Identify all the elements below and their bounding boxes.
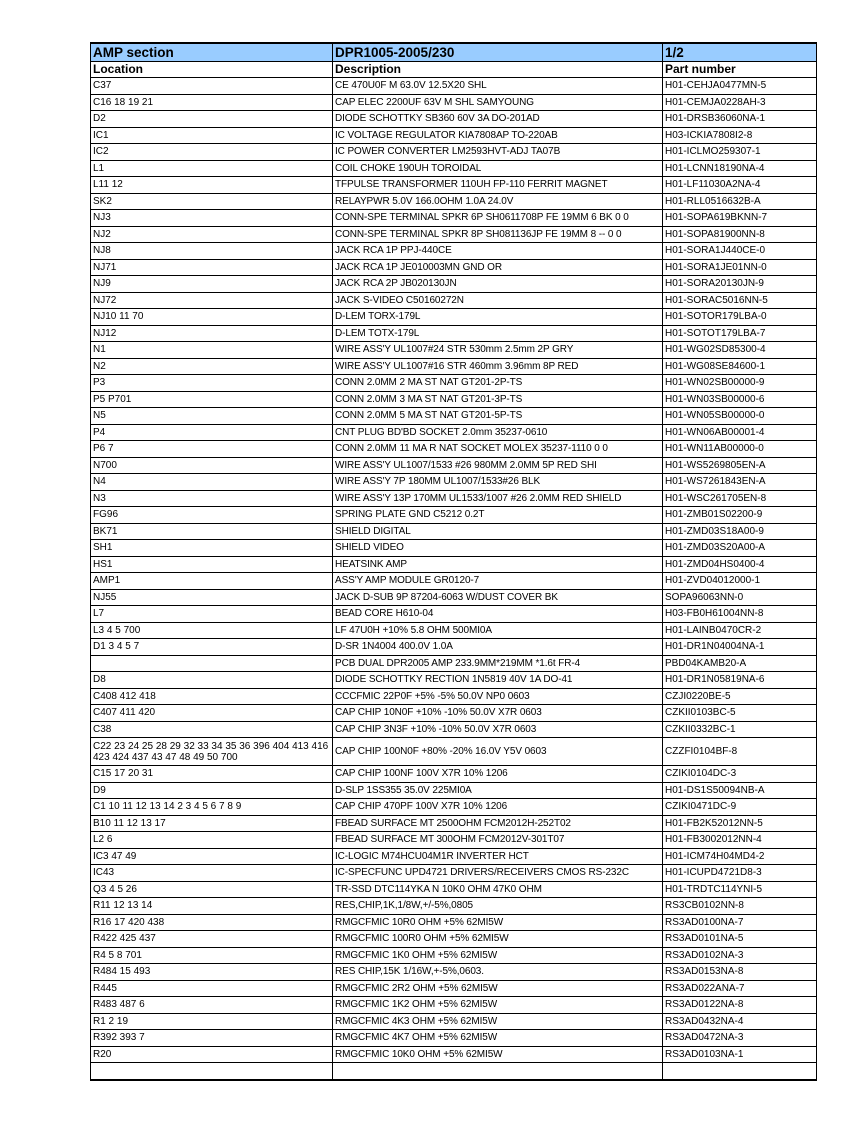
cell-part-number: H01-RLL0516632B-A	[663, 193, 817, 210]
cell-description: HEATSINK AMP	[333, 556, 663, 573]
cell-description: WIRE ASS'Y UL1007/1533 #26 980MM 2.0MM 5P RED SHI	[333, 457, 663, 474]
table-row	[91, 243, 817, 260]
cell-location: R483 487 6	[91, 997, 333, 1014]
table-row	[91, 540, 817, 557]
table-row	[91, 523, 817, 540]
cell-description: PCB DUAL DPR2005 AMP 233.9MM*219MM *1.6t FR-4	[333, 655, 663, 672]
cell-part-number: H01-CEHJA0477MN-5	[663, 78, 817, 95]
cell-description: RMGCFMIC 4K7 OHM +5% 62MI5W	[333, 1030, 663, 1047]
cell-location: N4	[91, 474, 333, 491]
empty-cell	[91, 1063, 333, 1081]
cell-description: CAP CHIP 3N3F +10% -10% 50.0V X7R 0603	[333, 721, 663, 738]
cell-part-number: H01-TRDTC114YNI-5	[663, 881, 817, 898]
cell-location: N5	[91, 408, 333, 425]
cell-location: IC3 47 49	[91, 848, 333, 865]
table-row	[91, 127, 817, 144]
cell-location: NJ8	[91, 243, 333, 260]
table-row	[91, 160, 817, 177]
table-row	[91, 424, 817, 441]
cell-part-number: H01-CEMJA0228AH-3	[663, 94, 817, 111]
cell-description: RMGCFMIC 100R0 OHM +5% 62MI5W	[333, 931, 663, 948]
table-row	[91, 210, 817, 227]
table-row	[91, 815, 817, 832]
cell-part-number: H01-LF11030A2NA-4	[663, 177, 817, 194]
table-row	[91, 997, 817, 1014]
cell-part-number: RS3AD0100NA-7	[663, 914, 817, 931]
cell-part-number: H01-ZMD03S18A00-9	[663, 523, 817, 540]
table-row	[91, 721, 817, 738]
parts-list-body	[91, 43, 817, 1080]
cell-description: RMGCFMIC 10R0 OHM +5% 62MI5W	[333, 914, 663, 931]
table-row	[91, 309, 817, 326]
cell-description: DIODE SCHOTTKY SB360 60V 3A DO-201AD	[333, 111, 663, 128]
cell-description: RMGCFMIC 4K3 OHM +5% 62MI5W	[333, 1013, 663, 1030]
cell-part-number: H01-SORA1J440CE-0	[663, 243, 817, 260]
cell-description: JACK S-VIDEO C50160272N	[333, 292, 663, 309]
table-row	[91, 738, 817, 766]
table-row	[91, 881, 817, 898]
cell-description: WIRE ASS'Y UL1007#16 STR 460mm 3.96mm 8P RED	[333, 358, 663, 375]
cell-description: FBEAD SURFACE MT 2500OHM FCM2012H-252T02	[333, 815, 663, 832]
cell-description: CAP CHIP 470PF 100V X7R 10% 1206	[333, 799, 663, 816]
cell-description: BEAD CORE H610-04	[333, 606, 663, 623]
cell-location: L7	[91, 606, 333, 623]
cell-description: D-LEM TORX-179L	[333, 309, 663, 326]
cell-location: NJ12	[91, 325, 333, 342]
cell-part-number: RS3AD0153NA-8	[663, 964, 817, 981]
table-row	[91, 1013, 817, 1030]
cell-part-number: RS3AD0103NA-1	[663, 1046, 817, 1063]
cell-part-number: H01-WN03SB00000-6	[663, 391, 817, 408]
cell-location: C37	[91, 78, 333, 95]
cell-part-number: CZIKI0471DC-9	[663, 799, 817, 816]
cell-location: NJ2	[91, 226, 333, 243]
table-row	[91, 672, 817, 689]
cell-location: FG96	[91, 507, 333, 524]
cell-part-number: H01-WSC261705EN-8	[663, 490, 817, 507]
cell-description: WIRE ASS'Y 13P 170MM UL1533/1007 #26 2.0MM RED SHIELD	[333, 490, 663, 507]
cell-part-number: PBD04KAMB20-A	[663, 655, 817, 672]
cell-location: R16 17 420 438	[91, 914, 333, 931]
cell-location: D8	[91, 672, 333, 689]
cell-description: SHIELD DIGITAL	[333, 523, 663, 540]
table-row	[91, 474, 817, 491]
section-header-row	[91, 43, 817, 62]
cell-location: NJ10 11 70	[91, 309, 333, 326]
cell-description: DIODE SCHOTTKY RECTION 1N5819 40V 1A DO-41	[333, 672, 663, 689]
empty-cell	[333, 1063, 663, 1081]
table-row	[91, 865, 817, 882]
cell-description: CONN 2.0MM 5 MA ST NAT GT201-5P-TS	[333, 408, 663, 425]
cell-part-number: H01-DR1N05819NA-6	[663, 672, 817, 689]
table-row	[91, 507, 817, 524]
table-row	[91, 947, 817, 964]
cell-location: NJ55	[91, 589, 333, 606]
cell-description: IC VOLTAGE REGULATOR KIA7808AP TO-220AB	[333, 127, 663, 144]
cell-description: CONN-SPE TERMINAL SPKR 6P SH0611708P FE 19MM 6 BK 0 0	[333, 210, 663, 227]
cell-description: JACK D-SUB 9P 87204-6063 W/DUST COVER BK	[333, 589, 663, 606]
cell-location: R11 12 13 14	[91, 898, 333, 915]
cell-description: IC-SPECFUNC UPD4721 DRIVERS/RECEIVERS CMOS RS-232C	[333, 865, 663, 882]
table-row	[91, 375, 817, 392]
cell-part-number: H01-WN06AB00001-4	[663, 424, 817, 441]
page-indicator: 1/2	[663, 43, 817, 62]
table-row	[91, 766, 817, 783]
cell-description: D-LEM TOTX-179L	[333, 325, 663, 342]
cell-part-number: H01-SOTOR179LBA-0	[663, 309, 817, 326]
cell-part-number: H01-SORAC5016NN-5	[663, 292, 817, 309]
cell-part-number: CZKII0103BC-5	[663, 705, 817, 722]
cell-part-number: H01-ICM74H04MD4-2	[663, 848, 817, 865]
cell-description: D-SR 1N4004 400.0V 1.0A	[333, 639, 663, 656]
table-row	[91, 358, 817, 375]
cell-part-number: H01-SOPA619BKNN-7	[663, 210, 817, 227]
cell-part-number: H01-SOTOT179LBA-7	[663, 325, 817, 342]
table-row	[91, 193, 817, 210]
table-row	[91, 94, 817, 111]
table-row	[91, 276, 817, 293]
cell-location: Q3 4 5 26	[91, 881, 333, 898]
table-row	[91, 391, 817, 408]
cell-location: AMP1	[91, 573, 333, 590]
cell-part-number: H01-FB2K52012NN-5	[663, 815, 817, 832]
cell-part-number: H01-DRSB36060NA-1	[663, 111, 817, 128]
cell-part-number: H01-ICLMO259307-1	[663, 144, 817, 161]
cell-location: SH1	[91, 540, 333, 557]
table-row	[91, 832, 817, 849]
cell-part-number: H01-ZVD04012000-1	[663, 573, 817, 590]
cell-location: HS1	[91, 556, 333, 573]
table-row	[91, 606, 817, 623]
cell-part-number: H01-SORA1JE01NN-0	[663, 259, 817, 276]
cell-location: R4 5 8 701	[91, 947, 333, 964]
column-header-part-number: Part number	[663, 62, 817, 78]
cell-part-number: RS3AD0432NA-4	[663, 1013, 817, 1030]
cell-location: IC1	[91, 127, 333, 144]
table-row	[91, 259, 817, 276]
table-row	[91, 111, 817, 128]
table-row	[91, 964, 817, 981]
cell-location: N3	[91, 490, 333, 507]
cell-description: CAP CHIP 100NF 100V X7R 10% 1206	[333, 766, 663, 783]
cell-part-number: H01-ICUPD4721D8-3	[663, 865, 817, 882]
table-row	[91, 639, 817, 656]
cell-description: WIRE ASS'Y UL1007#24 STR 530mm 2.5mm 2P GRY	[333, 342, 663, 359]
cell-part-number: CZIKI0104DC-3	[663, 766, 817, 783]
cell-description: LF 47U0H +10% 5.8 OHM 500MI0A	[333, 622, 663, 639]
cell-description: CONN-SPE TERMINAL SPKR 8P SH081136JP FE 19MM 8 -- 0 0	[333, 226, 663, 243]
table-row	[91, 144, 817, 161]
table-row	[91, 980, 817, 997]
column-header-location: Location	[91, 62, 333, 78]
cell-location: L11 12	[91, 177, 333, 194]
table-row	[91, 848, 817, 865]
table-row	[91, 1046, 817, 1063]
table-row	[91, 705, 817, 722]
cell-description: CAP ELEC 2200UF 63V M SHL SAMYOUNG	[333, 94, 663, 111]
table-row	[91, 292, 817, 309]
table-row	[91, 655, 817, 672]
cell-description: CONN 2.0MM 11 MA R NAT SOCKET MOLEX 35237-1110 0 0	[333, 441, 663, 458]
cell-part-number: H01-SOPA81900NN-8	[663, 226, 817, 243]
cell-description: ASS'Y AMP MODULE GR0120-7	[333, 573, 663, 590]
table-row	[91, 898, 817, 915]
cell-description: RMGCFMIC 1K0 OHM +5% 62MI5W	[333, 947, 663, 964]
table-row	[91, 490, 817, 507]
table-row	[91, 556, 817, 573]
cell-part-number: SOPA96063NN-0	[663, 589, 817, 606]
cell-location: P4	[91, 424, 333, 441]
cell-description: RES CHIP,15K 1/16W,+-5%,0603.	[333, 964, 663, 981]
cell-location: C1 10 11 12 13 14 2 3 4 5 6 7 8 9	[91, 799, 333, 816]
cell-part-number: RS3CB0102NN-8	[663, 898, 817, 915]
cell-description: IC-LOGIC M74HCU04M1R INVERTER HCT	[333, 848, 663, 865]
table-row	[91, 441, 817, 458]
cell-description: CNT PLUG BD'BD SOCKET 2.0mm 35237-0610	[333, 424, 663, 441]
cell-location: D9	[91, 782, 333, 799]
model-title: DPR1005-2005/230	[333, 43, 663, 62]
cell-description: CE 470U0F M 63.0V 12.5X20 SHL	[333, 78, 663, 95]
cell-location: C15 17 20 31	[91, 766, 333, 783]
table-row	[91, 573, 817, 590]
cell-part-number: H01-ZMB01S02200-9	[663, 507, 817, 524]
cell-description: RMGCFMIC 10K0 OHM +5% 62MI5W	[333, 1046, 663, 1063]
cell-location: N2	[91, 358, 333, 375]
cell-part-number: CZKII0332BC-1	[663, 721, 817, 738]
cell-part-number: H01-WN11AB00000-0	[663, 441, 817, 458]
cell-description: COIL CHOKE 190UH TOROIDAL	[333, 160, 663, 177]
cell-description: IC POWER CONVERTER LM2593HVT-ADJ TA07B	[333, 144, 663, 161]
cell-location: B10 11 12 13 17	[91, 815, 333, 832]
cell-description: D-SLP 1SS355 35.0V 225MI0A	[333, 782, 663, 799]
cell-location: IC43	[91, 865, 333, 882]
cell-description: RMGCFMIC 2R2 OHM +5% 62MI5W	[333, 980, 663, 997]
cell-description: SHIELD VIDEO	[333, 540, 663, 557]
cell-location: R20	[91, 1046, 333, 1063]
cell-location: N1	[91, 342, 333, 359]
cell-part-number: RS3AD0472NA-3	[663, 1030, 817, 1047]
empty-cell	[663, 1063, 817, 1081]
table-row	[91, 325, 817, 342]
table-row	[91, 78, 817, 95]
cell-description: SPRING PLATE GND C5212 0.2T	[333, 507, 663, 524]
cell-part-number: RS3AD022ANA-7	[663, 980, 817, 997]
cell-description: CAP CHIP 10N0F +10% -10% 50.0V X7R 0603	[333, 705, 663, 722]
cell-description: CAP CHIP 100N0F +80% -20% 16.0V Y5V 0603	[333, 738, 663, 766]
column-header-row	[91, 62, 817, 78]
cell-part-number: H01-SORA20130JN-9	[663, 276, 817, 293]
cell-location: R445	[91, 980, 333, 997]
column-header-description: Description	[333, 62, 663, 78]
cell-location: L2 6	[91, 832, 333, 849]
table-row	[91, 622, 817, 639]
cell-location: NJ9	[91, 276, 333, 293]
cell-location: IC2	[91, 144, 333, 161]
cell-part-number: H03-FB0H61004NN-8	[663, 606, 817, 623]
cell-description: TR-SSD DTC114YKA N 10K0 OHM 47K0 OHM	[333, 881, 663, 898]
cell-part-number: CZZFI0104BF-8	[663, 738, 817, 766]
cell-location: NJ71	[91, 259, 333, 276]
cell-location: C408 412 418	[91, 688, 333, 705]
cell-description: FBEAD SURFACE MT 300OHM FCM2012V-301T07	[333, 832, 663, 849]
table-row	[91, 589, 817, 606]
cell-description: JACK RCA 1P PPJ-440CE	[333, 243, 663, 260]
table-row	[91, 931, 817, 948]
cell-part-number: H03-ICKIA7808I2-8	[663, 127, 817, 144]
cell-description: CCCFMIC 22P0F +5% -5% 50.0V NP0 0603	[333, 688, 663, 705]
table-row	[91, 688, 817, 705]
cell-location: P3	[91, 375, 333, 392]
table-row	[91, 457, 817, 474]
cell-part-number: RS3AD0101NA-5	[663, 931, 817, 948]
cell-location	[91, 655, 333, 672]
cell-part-number: CZJI0220BE-5	[663, 688, 817, 705]
cell-description: RMGCFMIC 1K2 OHM +5% 62MI5W	[333, 997, 663, 1014]
cell-part-number: H01-WS7261843EN-A	[663, 474, 817, 491]
cell-part-number: H01-WS5269805EN-A	[663, 457, 817, 474]
table-row	[91, 226, 817, 243]
cell-description: RELAYPWR 5.0V 166.0OHM 1.0A 24.0V	[333, 193, 663, 210]
cell-location: BK71	[91, 523, 333, 540]
cell-part-number: H01-ZMD03S20A00-A	[663, 540, 817, 557]
cell-part-number: RS3AD0122NA-8	[663, 997, 817, 1014]
cell-location: L3 4 5 700	[91, 622, 333, 639]
cell-part-number: H01-DS1S50094NB-A	[663, 782, 817, 799]
table-row	[91, 782, 817, 799]
cell-location: P5 P701	[91, 391, 333, 408]
cell-location: D1 3 4 5 7	[91, 639, 333, 656]
cell-description: JACK RCA 1P JE010003MN GND OR	[333, 259, 663, 276]
blank-row	[91, 1063, 817, 1081]
cell-location: R392 393 7	[91, 1030, 333, 1047]
cell-part-number: H01-LCNN18190NA-4	[663, 160, 817, 177]
cell-description: TFPULSE TRANSFORMER 110UH FP-110 FERRIT MAGNET	[333, 177, 663, 194]
cell-location: C16 18 19 21	[91, 94, 333, 111]
cell-location: C38	[91, 721, 333, 738]
cell-part-number: H01-WG02SD85300-4	[663, 342, 817, 359]
table-row	[91, 914, 817, 931]
cell-location: C22 23 24 25 28 29 32 33 34 35 36 396 404 413 416 423 424 437 43 47 48 49 50 700	[91, 738, 333, 766]
table-row	[91, 342, 817, 359]
cell-location: N700	[91, 457, 333, 474]
cell-location: L1	[91, 160, 333, 177]
cell-description: WIRE ASS'Y 7P 180MM UL1007/1533#26 BLK	[333, 474, 663, 491]
cell-location: R484 15 493	[91, 964, 333, 981]
cell-part-number: RS3AD0102NA-3	[663, 947, 817, 964]
cell-part-number: H01-LAINB0470CR-2	[663, 622, 817, 639]
cell-description: CONN 2.0MM 3 MA ST NAT GT201-3P-TS	[333, 391, 663, 408]
cell-description: CONN 2.0MM 2 MA ST NAT GT201-2P-TS	[333, 375, 663, 392]
table-row	[91, 408, 817, 425]
table-row	[91, 799, 817, 816]
section-title: AMP section	[91, 43, 333, 62]
cell-location: NJ3	[91, 210, 333, 227]
cell-part-number: H01-DR1N04004NA-1	[663, 639, 817, 656]
cell-part-number: H01-FB3002012NN-4	[663, 832, 817, 849]
cell-part-number: H01-ZMD04HS0400-4	[663, 556, 817, 573]
cell-description: JACK RCA 2P JB020130JN	[333, 276, 663, 293]
cell-location: SK2	[91, 193, 333, 210]
table-row	[91, 177, 817, 194]
cell-location: R1 2 19	[91, 1013, 333, 1030]
cell-description: RES,CHIP,1K,1/8W,+/-5%,0805	[333, 898, 663, 915]
cell-location: NJ72	[91, 292, 333, 309]
cell-part-number: H01-WN05SB00000-0	[663, 408, 817, 425]
cell-part-number: H01-WN02SB00000-9	[663, 375, 817, 392]
cell-location: R422 425 437	[91, 931, 333, 948]
parts-list-table	[90, 42, 817, 1081]
table-row	[91, 1030, 817, 1047]
cell-location: D2	[91, 111, 333, 128]
cell-part-number: H01-WG08SE84600-1	[663, 358, 817, 375]
cell-location: C407 411 420	[91, 705, 333, 722]
cell-location: P6 7	[91, 441, 333, 458]
